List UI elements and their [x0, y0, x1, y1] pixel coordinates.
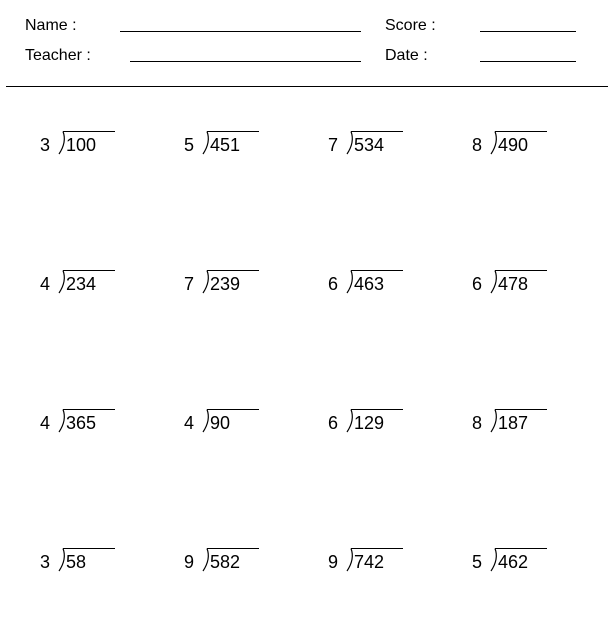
- division-bracket-icon: [344, 408, 354, 434]
- division-bracket-icon: [488, 547, 498, 573]
- date-blank[interactable]: [480, 61, 576, 62]
- score-label: Score :: [385, 17, 436, 34]
- divisor: 7: [328, 135, 339, 155]
- divisor: 3: [40, 552, 51, 572]
- division-bar: [351, 409, 403, 410]
- divisor: 3: [40, 135, 51, 155]
- dividend: 478: [498, 274, 529, 294]
- dividend: 463: [354, 274, 385, 294]
- division-bracket-icon: [56, 547, 66, 573]
- division-bracket-icon: [56, 269, 66, 295]
- division-bracket-icon: [488, 408, 498, 434]
- divisor: 8: [472, 135, 483, 155]
- division-bracket-icon: [344, 269, 354, 295]
- division-bar: [351, 548, 403, 549]
- division-bar: [207, 270, 259, 271]
- dividend: 742: [354, 552, 385, 572]
- division-problem: [328, 408, 408, 434]
- division-bracket-icon: [200, 547, 210, 573]
- teacher-blank[interactable]: [130, 61, 361, 62]
- dividend: 187: [498, 413, 529, 433]
- name-blank[interactable]: [120, 31, 361, 32]
- division-bar: [207, 548, 259, 549]
- division-problem: [328, 130, 408, 156]
- division-bar: [351, 131, 403, 132]
- division-problem: [472, 130, 552, 156]
- divisor: 6: [328, 274, 339, 294]
- division-bar: [63, 409, 115, 410]
- division-problem: [328, 547, 408, 573]
- division-bar: [495, 409, 547, 410]
- division-bar: [207, 131, 259, 132]
- date-label: Date :: [385, 47, 428, 64]
- dividend: 129: [354, 413, 385, 433]
- divisor: 5: [472, 552, 483, 572]
- divisor: 4: [40, 413, 51, 433]
- division-bracket-icon: [200, 130, 210, 156]
- dividend: 234: [66, 274, 97, 294]
- division-bracket-icon: [200, 408, 210, 434]
- divisor: 6: [328, 413, 339, 433]
- division-problem: [328, 269, 408, 295]
- division-bracket-icon: [488, 269, 498, 295]
- dividend: 100: [66, 135, 97, 155]
- name-label: Name :: [25, 17, 77, 34]
- division-problem: [40, 130, 120, 156]
- division-bar: [495, 548, 547, 549]
- dividend: 90: [210, 413, 231, 433]
- divisor: 5: [184, 135, 195, 155]
- division-bracket-icon: [56, 408, 66, 434]
- divisor: 4: [40, 274, 51, 294]
- divisor: 9: [184, 552, 195, 572]
- dividend: 239: [210, 274, 241, 294]
- division-problem: [472, 269, 552, 295]
- division-problem: [40, 547, 120, 573]
- teacher-label: Teacher :: [25, 47, 91, 64]
- divisor: 7: [184, 274, 195, 294]
- division-bar: [63, 270, 115, 271]
- division-problem: [184, 408, 264, 434]
- divisor: 8: [472, 413, 483, 433]
- division-bar: [495, 131, 547, 132]
- dividend: 462: [498, 552, 529, 572]
- division-problem: [184, 547, 264, 573]
- division-bracket-icon: [488, 130, 498, 156]
- division-bar: [351, 270, 403, 271]
- division-bar: [207, 409, 259, 410]
- division-bar: [63, 548, 115, 549]
- division-bracket-icon: [344, 130, 354, 156]
- division-bar: [63, 131, 115, 132]
- division-problem: [472, 408, 552, 434]
- division-bracket-icon: [344, 547, 354, 573]
- dividend: 582: [210, 552, 241, 572]
- divisor: 6: [472, 274, 483, 294]
- dividend: 365: [66, 413, 97, 433]
- dividend: 58: [66, 552, 87, 572]
- divisor: 9: [328, 552, 339, 572]
- division-bracket-icon: [56, 130, 66, 156]
- division-bracket-icon: [200, 269, 210, 295]
- divisor: 4: [184, 413, 195, 433]
- division-problem: [40, 408, 120, 434]
- score-blank[interactable]: [480, 31, 576, 32]
- division-problem: [184, 130, 264, 156]
- header-divider: [6, 86, 608, 87]
- dividend: 451: [210, 135, 241, 155]
- dividend: 490: [498, 135, 529, 155]
- division-problem: [40, 269, 120, 295]
- division-problem: [184, 269, 264, 295]
- division-bar: [495, 270, 547, 271]
- division-problem: [472, 547, 552, 573]
- dividend: 534: [354, 135, 385, 155]
